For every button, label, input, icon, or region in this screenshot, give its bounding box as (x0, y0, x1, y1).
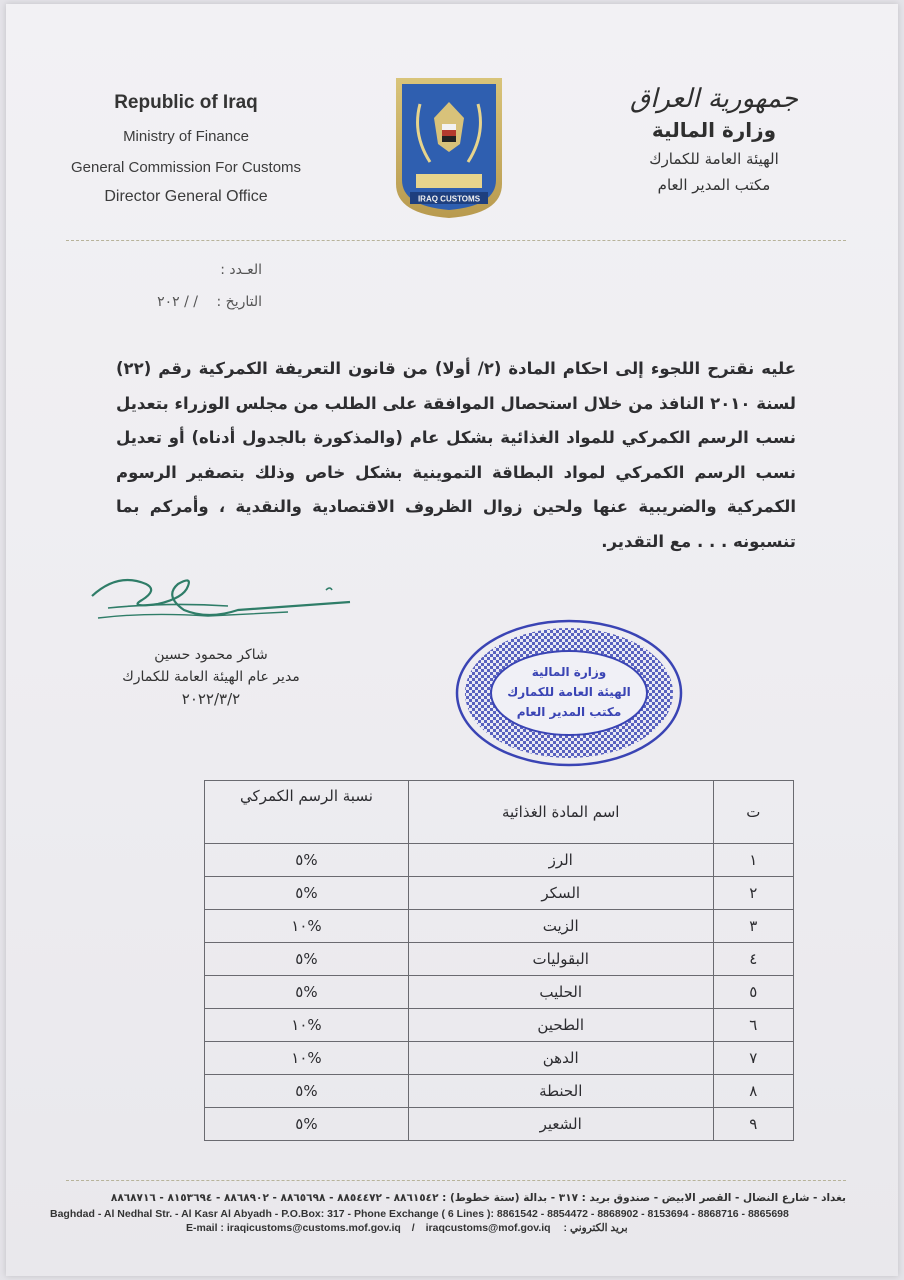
header-customs-rate: نسبة الرسم الكمركي (205, 781, 409, 844)
table-row (205, 1009, 794, 1042)
row-customs-rate: %١٠ (205, 910, 409, 943)
row-serial: ٩ (713, 1108, 794, 1141)
iraq-customs-logo (390, 74, 508, 220)
header-commission-ar: الهيئة العامة للكمارك (649, 150, 779, 168)
stamp-line-1: وزارة المالية (531, 665, 607, 679)
footer-divider (66, 1180, 846, 1181)
footer-email-label-ar: بريد الكتروني : (563, 1222, 628, 1234)
customs-rate-table (204, 780, 794, 1141)
row-food-item: الطحين (408, 1009, 713, 1042)
footer-address-ar: بغداد - شارع النضال - القصر الابيض - صندوق بريد : ٣١٧ - بدالة (ستة خطوط) : ٨٨٦١٥٤٢ - ٨٨٥٤٤٧٢ - ٨٨٦٥٦٩٨ - ٨٨٦٨٩٠٢ - ٨١٥٣٦٩٤ - ٨٨٦٨٧١٦ (110, 1192, 846, 1204)
row-customs-rate: %٥ (205, 1075, 409, 1108)
row-customs-rate: %٥ (205, 844, 409, 877)
footer-email (186, 1222, 726, 1234)
stamp-line-3: مكتب المدير العام (516, 705, 622, 719)
table-row (205, 943, 794, 976)
stamp-line-2: الهيئة العامة للكمارك (507, 685, 631, 699)
row-serial: ٨ (713, 1075, 794, 1108)
row-food-item: الحليب (408, 976, 713, 1009)
row-customs-rate: %٥ (205, 943, 409, 976)
row-food-item: الرز (408, 844, 713, 877)
row-food-item: السكر (408, 877, 713, 910)
footer-email-2[interactable]: iraqcustoms@mof.gov.iq (425, 1222, 551, 1234)
row-serial: ٥ (713, 976, 794, 1009)
reference-date-label: التاريخ : (216, 294, 262, 310)
row-food-item: البقوليات (408, 943, 713, 976)
footer-address-en: Baghdad - Al Nedhal Str. - Al Kasr Al Abyadh - P.O.Box: 317 - Phone Exchange ( 6 Lines ): 8861542 - 8854472 - 8868902 - 8153694 - 8868716 - 8865698 (50, 1208, 789, 1220)
header-ministry-en: Ministry of Finance (123, 128, 249, 145)
header-ministry-ar: وزارة المالية (651, 118, 777, 142)
row-serial: ٦ (713, 1009, 794, 1042)
header-country-ar: جمهورية العراق (630, 84, 798, 114)
table-row (205, 844, 794, 877)
header-divider (66, 240, 846, 241)
official-stamp (454, 618, 684, 768)
reference-number (220, 262, 262, 278)
reference-number-label: العـدد : (220, 262, 262, 278)
reference-date-value: / / ٢٠٢ (157, 294, 199, 310)
header-office-ar: مكتب المدير العام (657, 176, 771, 194)
footer-email-label-en: E-mail : (186, 1222, 224, 1234)
row-food-item: الحنطة (408, 1075, 713, 1108)
row-food-item: الزيت (408, 910, 713, 943)
header-arabic (594, 84, 834, 194)
header-office-en: Director General Office (104, 188, 268, 205)
header-country-en: Republic of Iraq (114, 92, 258, 113)
table-row (205, 1042, 794, 1075)
header-food-item: اسم المادة الغذائية (408, 781, 713, 844)
table-header-row (205, 781, 794, 844)
signature-date: ٢٠٢٢/٣/٢ (181, 690, 241, 708)
row-customs-rate: %٥ (205, 877, 409, 910)
row-food-item: الشعير (408, 1108, 713, 1141)
row-customs-rate: %٥ (205, 1108, 409, 1141)
row-serial: ٢ (713, 877, 794, 910)
row-serial: ١ (713, 844, 794, 877)
footer-email-separator: / (411, 1222, 415, 1234)
row-serial: ٣ (713, 910, 794, 943)
row-serial: ٧ (713, 1042, 794, 1075)
reference-date (157, 294, 262, 310)
signer-title: مدير عام الهيئة العامة للكمارك (122, 669, 300, 685)
table-row (205, 877, 794, 910)
row-serial: ٤ (713, 943, 794, 976)
row-customs-rate: %١٠ (205, 1042, 409, 1075)
signer-block (66, 644, 356, 710)
table-row (205, 910, 794, 943)
table-row (205, 976, 794, 1009)
table-row (205, 1108, 794, 1141)
header-english (46, 92, 326, 206)
logo-caption: IRAQ CUSTOMS (417, 194, 481, 204)
handwritten-signature (88, 566, 353, 626)
signer-name: شاكر محمود حسين (154, 647, 268, 663)
letter-body: عليه نقترح اللجوء إلى احكام المادة (٢/ أولا) من قانون التعريفة الكمركية رقم (٢٢) لسنة ٢٠١٠ النافذ من خلال استحصال الموافقة على الطلب من مجلس الوزراء بتعديل نسب الرسم الكمركي للمواد الغذائية بشكل عام (والمذكورة بالجدول أدناه) أو تعديل نسب الرسم الكمركي لمواد البطاقة التموينية بشكل خاص وذلك بتصفير الرسوم الكمركية والضريبية عنها ولحين زوال الظروف الاقتصادية والنقدية ، وأمركم بما تنسبونه . . . مع التقدير. (116, 359, 796, 551)
row-customs-rate: %١٠ (205, 1009, 409, 1042)
table-row (205, 1075, 794, 1108)
letter-page (6, 4, 898, 1276)
row-food-item: الدهن (408, 1042, 713, 1075)
row-customs-rate: %٥ (205, 976, 409, 1009)
header-commission-en: General Commission For Customs (70, 159, 302, 176)
header-serial: ت (713, 781, 794, 844)
footer-email-1[interactable]: iraqicustoms@customs.mof.gov.iq (226, 1222, 401, 1234)
